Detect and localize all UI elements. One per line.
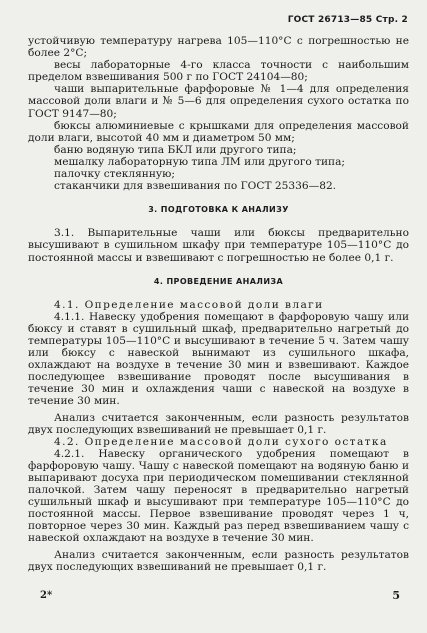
page-header: ГОСТ 26713—85 Стр. 2 bbox=[287, 15, 408, 25]
equipment-item: баню водяную типа БКЛ или другого типа; bbox=[54, 143, 297, 156]
equipment-item: весы лабораторные 4-го класса точности с наибольшим пределом взвешивания 500 г по ГОСТ 24104—80; bbox=[28, 59, 409, 84]
section-3-title: 3. ПОДГОТОВКА К АНАЛИЗУ bbox=[148, 205, 289, 215]
equipment-item: чаши выпарительные фарфоровые № 1—4 для определения массовой доли влаги и № 5—6 для определения сухого остатка по ГОСТ 9147—80; bbox=[28, 83, 409, 120]
equipment-item: бюксы алюминиевые с крышками для определения массовой доли влаги, высотой 40 мм и диаметром 50 мм; bbox=[28, 119, 409, 144]
paragraph-4-2-1-conclusion: Анализ считается законченным, если разность результатов двух последующих взвешиваний не превышает 0,1 г. bbox=[28, 548, 409, 573]
section-4-title: 4. ПРОВЕДЕНИЕ АНАЛИЗА bbox=[153, 276, 284, 286]
paragraph-4-1-1-conclusion: Анализ считается законченным, если разность результатов двух последующих взвешиваний не превышает 0,1 г. bbox=[28, 411, 409, 436]
document-body bbox=[28, 35, 409, 573]
equipment-item: стаканчики для взвешивания по ГОСТ 25336—82. bbox=[54, 180, 337, 193]
equipment-item: устойчивую температуру нагрева 105—110°С с погрешностью не более 2°С; bbox=[28, 35, 409, 60]
paragraph-3-1: 3.1. Выпарительные чаши или бюксы предварительно высушивают в сушильном шкафу при температуре 105—110°С до постоянной массы и взвешивают с погрешностью не более 0,1 г. bbox=[28, 227, 409, 264]
paragraph-4-1-1: 4.1.1. Навеску удобрения помещают в фарфоровую чашу или бюксу и ставят в сушильный шкаф, предварительно нагретый до температуры 105—110°С и высушивают в течение 5 ч. Затем чашу или бюксу с навеской вынимают из сушильного шкафа, охлаждают на воздухе в течение 30 мин и взвешивают. Каждое последующее взвешивание проводят после высушивания в течение 30 мин и охлаждения чаши с навеской на воздухе в течение 30 мин. bbox=[28, 310, 409, 408]
equipment-item: палочку стеклянную; bbox=[54, 168, 175, 181]
subsection-4-2-heading: 4.2. Определение массовой доли сухого остатка bbox=[54, 435, 388, 448]
paragraph-4-2-1: 4.2.1. Навеску органического удобрения помещают в фарфоровую чашу. Чашу с навеской помещают на водяную баню и выпаривают досуха при периодическом помешивании стеклянной палочкой. Затем чашу переносят в предварительно нагретый сушильный шкаф и высушивают при температуре 105—110°С до постоянной массы. Первое взвешивание проводят через 1 ч, повторное через 30 мин. Каждый раз перед взвешиванием чашу с навеской охлаждают на воздухе в течение 30 мин. bbox=[28, 447, 409, 545]
subsection-4-1-heading: 4.1. Определение массовой доли влаги bbox=[54, 298, 324, 311]
page-number: 5 bbox=[392, 589, 400, 602]
equipment-item: мешалку лабораторную типа ЛМ или другого типа; bbox=[54, 155, 345, 168]
signature-mark: 2* bbox=[40, 590, 53, 601]
